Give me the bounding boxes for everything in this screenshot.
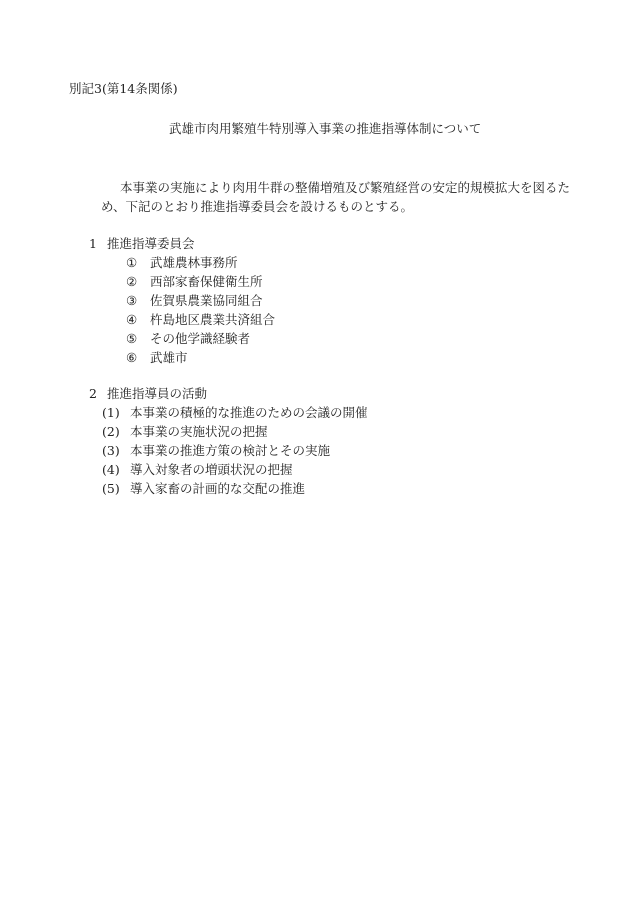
item-text: 武雄農林事務所 <box>150 255 238 270</box>
item-text: 導入家畜の計画的な交配の推進 <box>130 481 306 496</box>
item-marker: (3) <box>102 443 120 458</box>
document-title: 武雄市肉用繁殖牛特別導入事業の推進指導体制について <box>169 121 482 136</box>
list-item <box>126 352 275 371</box>
item-text: 佐賀県農業協同組合 <box>150 293 263 308</box>
section-1-number: 1 <box>89 236 97 251</box>
item-marker: ④ <box>126 312 138 327</box>
activity-list <box>102 407 368 502</box>
section-1-title: 推進指導委員会 <box>107 236 195 251</box>
item-marker: ⑤ <box>126 331 138 346</box>
item-text: 武雄市 <box>150 350 188 365</box>
item-marker: (5) <box>102 481 120 496</box>
item-text: 本事業の推進方策の検討とその実施 <box>130 443 331 458</box>
item-marker: ⑥ <box>126 350 138 365</box>
section-2-number: 2 <box>89 386 97 401</box>
list-item <box>102 483 368 502</box>
item-text: 西部家畜保健衛生所 <box>150 274 263 289</box>
document-reference: 別記3(第14条関係) <box>69 81 178 96</box>
item-text: 本事業の実施状況の把握 <box>130 424 268 439</box>
intro-paragraph-line-2: め、下記のとおり推進指導委員会を設けるものとする。 <box>101 199 414 214</box>
committee-member-list <box>126 257 275 371</box>
item-marker: (4) <box>102 462 120 477</box>
item-marker: ② <box>126 274 138 289</box>
item-marker: ③ <box>126 293 138 308</box>
item-text: その他学識経験者 <box>150 331 251 346</box>
item-text: 杵島地区農業共済組合 <box>150 312 276 327</box>
item-marker: (1) <box>102 405 120 420</box>
section-2-title: 推進指導員の活動 <box>107 386 208 401</box>
item-text: 導入対象者の増頭状況の把握 <box>130 462 293 477</box>
item-marker: ① <box>126 255 138 270</box>
section-1-heading <box>89 238 195 251</box>
intro-paragraph-line-1: 本事業の実施により肉用牛群の整備増殖及び繁殖経営の安定的規模拡大を図るた <box>120 180 571 195</box>
section-2-heading <box>89 388 207 401</box>
list-item <box>126 333 275 352</box>
item-marker: (2) <box>102 424 120 439</box>
item-text: 本事業の積極的な推進のための会議の開催 <box>130 405 368 420</box>
